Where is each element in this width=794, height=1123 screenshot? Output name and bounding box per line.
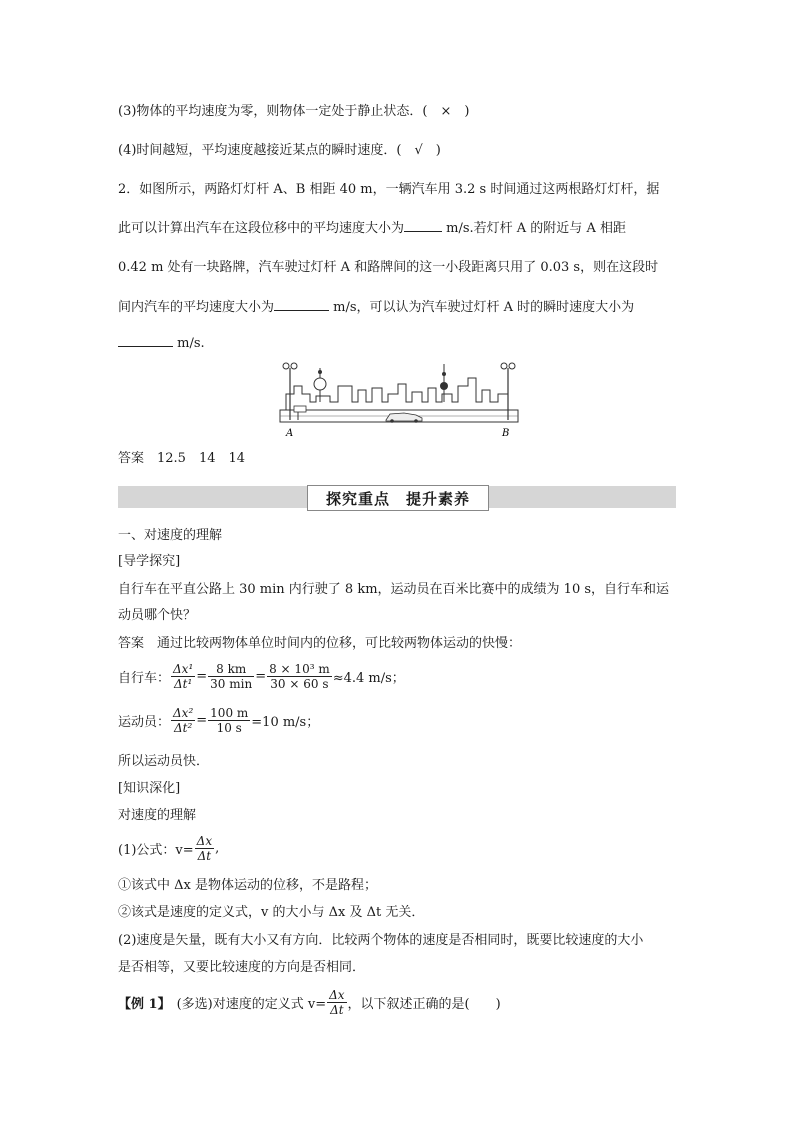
point-1: ①该式中 Δx 是物体运动的位移，不是路程；	[118, 878, 377, 893]
problem2-line2-start: 此可以计算出汽车在这段位移中的平均速度大小为	[118, 221, 405, 236]
problem2-line4-start: 间内汽车的平均速度大小为	[118, 300, 275, 315]
section-heading: 一、对速度的理解	[118, 528, 223, 543]
point-2: ②该式是速度的定义式，v 的大小与 Δx 及 Δt 无关．	[118, 905, 425, 920]
problem2-line2-end: m/s.若灯杆 A 的附近与 A 相距	[442, 221, 626, 236]
formula-label: (1)公式：v=	[118, 843, 194, 858]
judgement-item-3: (3)物体的平均速度为零，则物体一定处于静止状态．( × )	[118, 104, 470, 119]
question-line-2: 动员哪个快？	[118, 608, 197, 623]
problem2-line4-end: m/s，可以认为汽车驶过灯杆 A 时的瞬时速度大小为	[329, 300, 635, 315]
section-banner	[307, 485, 489, 511]
problem2-line5	[118, 333, 205, 354]
answer-blank-3	[118, 333, 173, 347]
bike-fraction-3: $\frac{\text{8 × 10³ m}}{30 \times 60 s}$	[269, 662, 330, 691]
bike-fraction-2: $\frac{8 km}{30 \min}$	[210, 662, 253, 691]
guide-tag: [导学探究]	[118, 554, 181, 569]
bike-label: 自行车：	[118, 671, 171, 686]
runner-fraction-1: $\frac{\text{Δx²}}{\text{Δt²}}$	[173, 706, 194, 735]
bike-fraction-1: $\frac{\text{Δx¹}}{\text{Δt¹}}$	[173, 662, 194, 691]
runner-label: 运动员：	[118, 715, 171, 730]
road-lamp-figure	[276, 358, 522, 440]
knowledge-title: 对速度的理解	[118, 808, 197, 823]
knowledge-tag: [知识深化]	[118, 781, 181, 796]
figure-label-b: B	[502, 428, 510, 439]
problem2-line2	[118, 218, 626, 239]
runner-fraction-2: $\frac{100 m}{10 s}$	[210, 706, 249, 735]
problem2-line1: 2．如图所示，两路灯灯杆 A、B 相距 40 m，一辆汽车用 3.2 s 时间通过这两根路灯灯杆，据	[118, 182, 660, 197]
example-1	[118, 988, 501, 1017]
example-fraction: $\frac{\Delta x}{\Delta t}$	[329, 988, 345, 1017]
example-text: (多选)对速度的定义式 v=	[176, 997, 327, 1012]
formula-line	[118, 834, 219, 863]
banner-right-label: 提升素养	[406, 489, 471, 508]
question-line-1: 自行车在平直公路上 30 min 内行驶了 8 km，运动员在百米比赛中的成绩为 10 s，自行车和运	[118, 582, 670, 597]
formula-fraction: $\frac{\Delta x}{\Delta t}$	[196, 834, 213, 863]
bike-result: ≈4.4 m/s；	[332, 671, 405, 686]
bike-equation: 自行车： $\frac{\text{Δx¹}}{\text{Δt¹}}$ = $\frac{8 km}{30 \min}$ = $\frac{\text{8 × 10³ m}}{30 \times 60 s}$ ≈4.4 m/s；	[118, 662, 405, 691]
problem2-answer: 答案 12.5 14 14	[118, 451, 246, 466]
answer-blank-2	[274, 297, 329, 311]
problem2-line4	[118, 297, 634, 318]
runner-equation: 运动员： $\frac{\text{Δx²}}{\text{Δt²}}$ = $\frac{100 m}{10 s}$ =10 m/s；	[118, 706, 320, 735]
figure-label-a: A	[286, 428, 294, 439]
point-3-line-1: (2)速度是矢量，既有大小又有方向．比较两个物体的速度是否相同时，既要比较速度的大小	[118, 933, 644, 948]
banner-left-label: 探究重点	[325, 489, 390, 508]
example-tail: ，以下叙述正确的是( )	[347, 997, 501, 1012]
problem2-line5-end: m/s.	[173, 336, 205, 351]
answer-blank-1	[404, 218, 442, 232]
answer-line: 答案 通过比较两物体单位时间内的位移，可比较两物体运动的快慢：	[118, 636, 522, 651]
example-tag: 【例 1】	[118, 997, 171, 1012]
conclusion: 所以运动员快．	[118, 754, 210, 769]
problem2-line3: 0.42 m 处有一块路牌，汽车驶过灯杆 A 和路牌间的这一小段距离只用了 0.03 s，则在这段时	[118, 260, 659, 275]
runner-result: =10 m/s；	[251, 715, 320, 730]
judgement-item-4: (4)时间越短，平均速度越接近某点的瞬时速度．( √ )	[118, 143, 441, 158]
formula-tail: ,	[215, 841, 220, 856]
point-3-line-2: 是否相等，又要比较速度的方向是否相同．	[118, 960, 366, 975]
